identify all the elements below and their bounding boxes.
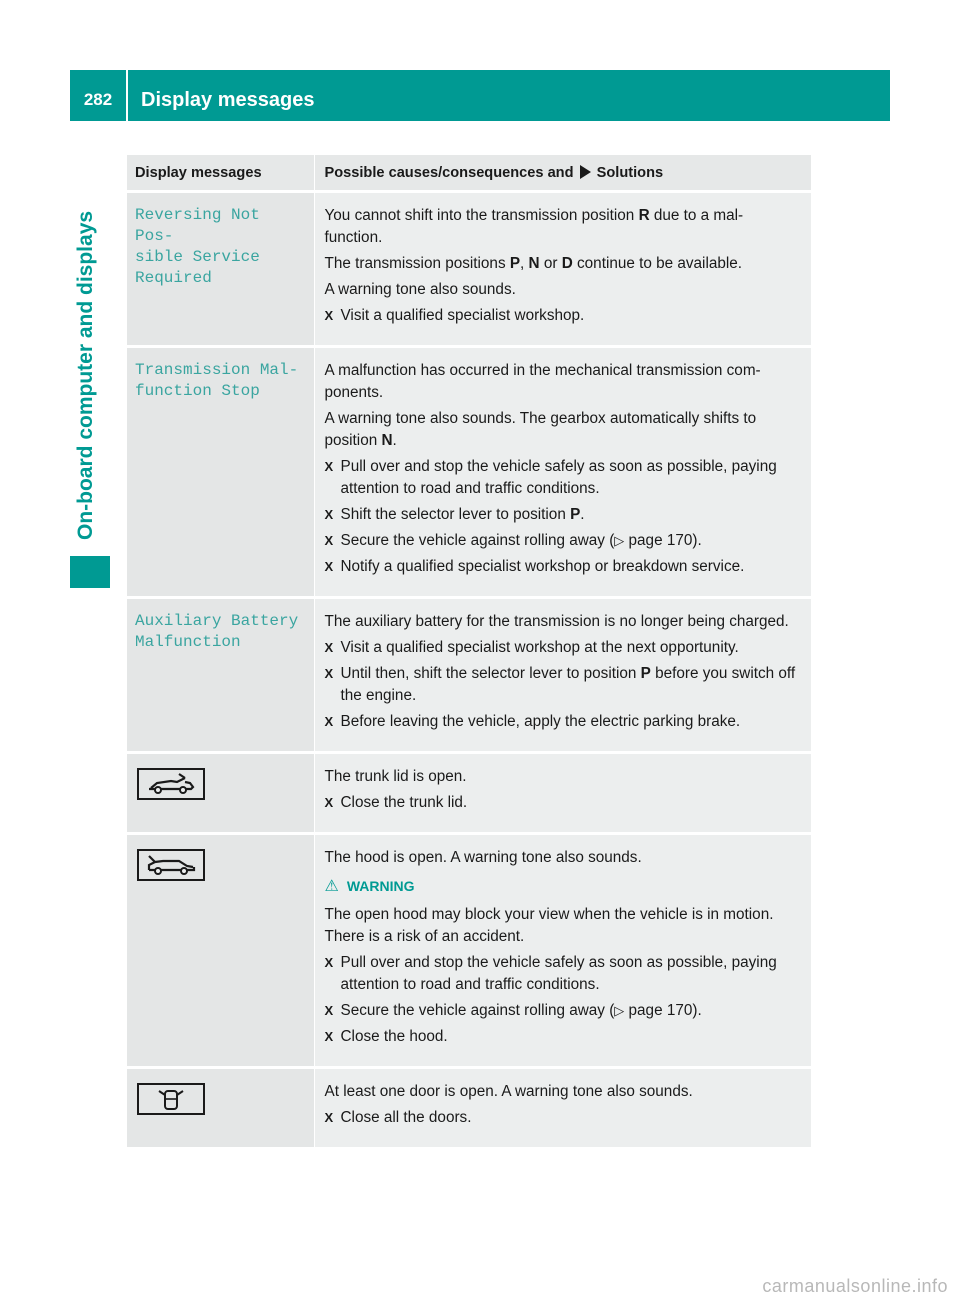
warning-triangle-icon: ⚠ [324, 878, 339, 895]
step-arrow-icon: X [324, 1029, 334, 1044]
step-text: Close the hood. [340, 1028, 448, 1045]
solution-step [325, 792, 806, 814]
message-cell [127, 192, 314, 347]
solution-step [325, 456, 806, 500]
step-arrow-icon: X [324, 459, 334, 474]
display-messages-table [127, 155, 811, 1147]
solution-step [325, 556, 806, 578]
cause-text: The trunk lid is open. [324, 768, 467, 785]
step-text: Shift the selector lever to position [340, 506, 566, 523]
message-cell [127, 834, 314, 1068]
solution-cell [314, 834, 811, 1068]
bold-span: P [509, 255, 521, 272]
door-open-svg [141, 1086, 201, 1112]
solution-step [325, 952, 806, 996]
solution-step [325, 711, 806, 733]
cause-text: A warning tone also sounds. [324, 281, 516, 298]
bold-span: D [561, 255, 573, 272]
solution-step [325, 1026, 806, 1048]
table-header-row [127, 155, 811, 192]
column-header-solutions-pre: Possible causes/consequences and [324, 164, 574, 181]
step-arrow-icon: X [324, 1110, 334, 1125]
step-arrow-icon: X [324, 308, 334, 323]
table-row [127, 598, 811, 753]
step-arrow-icon: X [324, 714, 334, 729]
page-title: Display messages [141, 89, 315, 111]
text-span: due to a mal‐ function. [324, 207, 744, 246]
step-text: Notify a qualified specialist workshop or breakdown service. [340, 558, 745, 575]
bold-span: N [381, 432, 393, 449]
warning-body: The open hood may block your view when the vehicle is in motion. There is a risk of an accident. [324, 906, 774, 945]
warning-text: WARNING [346, 878, 415, 894]
step-text: Close the trunk lid. [340, 794, 468, 811]
trunk-open-svg [141, 771, 201, 797]
bold-span: P [640, 665, 651, 682]
step-text: Secure the vehicle against rolling away ( [340, 532, 615, 549]
solution-cell [314, 1068, 811, 1148]
text-span: A warning tone also sounds. The gearbox automatically shifts to position [324, 410, 757, 449]
column-header-messages: Display messages [127, 155, 314, 192]
display-message-text: Reversing Not Pos‐ sible Service Required [135, 206, 260, 287]
table-row [127, 192, 811, 347]
solution-cell [314, 598, 811, 753]
cause-text: A malfunction has occurred in the mechanical transmission com‐ ponents. [324, 362, 761, 401]
step-text: Visit a qualified specialist workshop. [340, 307, 585, 324]
solution-cell [314, 347, 811, 598]
text-span: continue to be available. [577, 255, 743, 272]
bold-span: R [638, 207, 650, 224]
text-span: or [543, 255, 558, 272]
step-arrow-icon: X [324, 640, 334, 655]
page-reference-link[interactable]: page 170). [628, 1002, 702, 1019]
side-tab-label: On-board computer and displays [74, 210, 97, 540]
text-span: You cannot shift into the transmission position [324, 207, 635, 224]
step-text: Visit a qualified specialist workshop at the next opportunity. [340, 639, 739, 656]
step-arrow-icon: X [324, 955, 334, 970]
table-row [127, 834, 811, 1068]
cause-text: The auxiliary battery for the transmission is no longer being charged. [324, 613, 789, 630]
cause-text: At least one door is open. A warning tone also sounds. [324, 1083, 693, 1100]
solution-step [325, 305, 806, 327]
page-number: 282 [83, 90, 113, 109]
cause-text [325, 408, 806, 452]
table-row [127, 753, 811, 834]
text-span: . [392, 432, 397, 449]
display-message-text: Auxiliary Battery Malfunction [135, 612, 299, 651]
cause-text: The hood is open. A warning tone also sounds. [324, 849, 642, 866]
message-cell [127, 347, 314, 598]
display-message-text: Transmission Mal‐ function Stop [135, 361, 299, 400]
step-arrow-icon: X [324, 559, 334, 574]
solution-step [325, 637, 806, 659]
step-arrow-icon: X [324, 795, 334, 810]
trunk-open-icon [137, 768, 205, 800]
solution-cell [314, 192, 811, 347]
hood-open-svg [141, 852, 201, 878]
table-row [127, 1068, 811, 1148]
solutions-arrow-icon [580, 165, 591, 179]
cause-text [325, 253, 806, 275]
step-text: Secure the vehicle against rolling away ( [340, 1002, 615, 1019]
solution-step [325, 1107, 806, 1129]
step-text: Until then, shift the selector lever to position [340, 665, 637, 682]
hood-open-icon [137, 849, 205, 881]
solution-step [325, 1000, 806, 1022]
header-divider [126, 70, 128, 121]
bold-span: N [528, 255, 540, 272]
watermark: carmanualsonline.info [762, 1276, 948, 1296]
text-span: before you switch off the engine. [340, 665, 796, 704]
door-open-icon [137, 1083, 205, 1115]
step-text: Close all the doors. [340, 1109, 472, 1126]
warning-label [325, 875, 806, 898]
message-cell [127, 1068, 314, 1148]
step-text: Pull over and stop the vehicle safely as soon as possible, paying attention to road and traffic conditions. [340, 458, 777, 497]
text-span: , [520, 255, 525, 272]
page-reference-link[interactable]: page 170). [628, 532, 702, 549]
column-header-solutions [314, 155, 811, 192]
cause-text [325, 205, 806, 249]
message-cell [127, 753, 314, 834]
side-tab-marker [70, 556, 110, 588]
page-reference-icon: ▷ [614, 1003, 625, 1018]
column-header-solutions-post: Solutions [596, 164, 664, 181]
solution-step [325, 663, 806, 707]
table-row [127, 347, 811, 598]
step-arrow-icon: X [324, 1003, 334, 1018]
step-text: Before leaving the vehicle, apply the electric parking brake. [340, 713, 741, 730]
solution-step [325, 530, 806, 552]
step-arrow-icon: X [324, 533, 334, 548]
text-span: The transmission positions [324, 255, 506, 272]
bold-span: P [570, 506, 581, 523]
step-arrow-icon: X [324, 507, 334, 522]
solution-cell [314, 753, 811, 834]
message-cell [127, 598, 314, 753]
page-reference-icon: ▷ [614, 533, 625, 548]
solution-step [325, 504, 806, 526]
step-text: Pull over and stop the vehicle safely as soon as possible, paying attention to road and traffic conditions. [340, 954, 777, 993]
text-span: . [580, 506, 585, 523]
step-arrow-icon: X [324, 666, 334, 681]
